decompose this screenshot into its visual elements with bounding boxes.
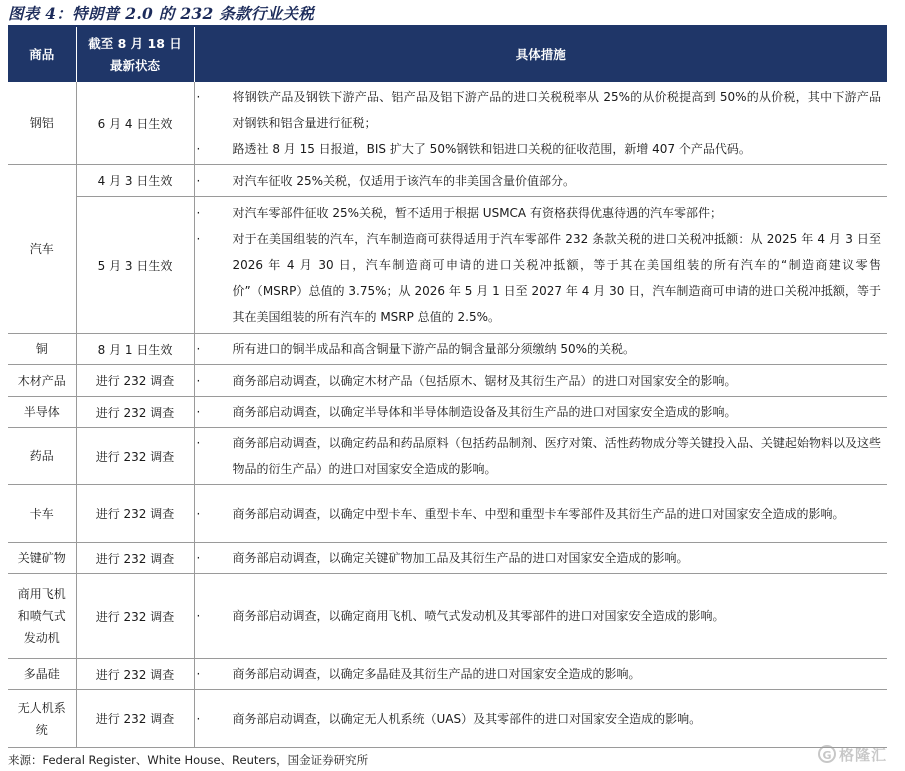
table-row xyxy=(8,82,887,165)
row-product: 商用飞机 和喷气式 发动机 xyxy=(8,574,76,659)
row-product: 汽车 xyxy=(8,165,76,334)
row-product: 药品 xyxy=(8,428,76,485)
row-product: 卡车 xyxy=(8,485,76,543)
row-product: 多晶硅 xyxy=(8,659,76,690)
row-product: 木材产品 xyxy=(8,365,76,397)
table-row xyxy=(8,334,887,365)
row-measures xyxy=(194,397,887,428)
row-product: 半导体 xyxy=(8,397,76,428)
row-status: 进行 232 调查 xyxy=(76,428,194,485)
figure-title: 图表 4：特朗普 2.0 的 232 条款行业关税 xyxy=(8,4,315,23)
table-row xyxy=(8,165,887,197)
row-status: 进行 232 调查 xyxy=(76,574,194,659)
row-measures xyxy=(194,334,887,365)
bullet-icon: · xyxy=(196,206,201,220)
table-row xyxy=(8,659,887,690)
measure-text: 商务部启动调查，以确定多晶硅及其衍生产品的进口对国家安全造成的影响。 xyxy=(232,667,641,681)
row-measures xyxy=(194,428,887,485)
row-status: 8 月 1 日生效 xyxy=(76,334,194,365)
measure-text: 商务部启动调查，以确定木材产品（包括原木、锯材及其衍生产品）的进口对国家安全的影响。 xyxy=(232,373,737,388)
measure-text: 商务部启动调查，以确定商用飞机、喷气式发动机及其零部件的进口对国家安全造成的影响。 xyxy=(232,609,725,623)
row-measures xyxy=(194,365,887,397)
bullet-icon: · xyxy=(196,173,201,188)
measure-text: 将钢铁产品及钢铁下游产品、铝产品及铝下游产品的进口关税税率从 25%的从价税提高到 50%的从价税，其中下游产品对钢铁和铝含量进行征税； xyxy=(232,90,881,130)
row-status: 5 月 3 日生效 xyxy=(76,197,194,334)
row-product: 铜 xyxy=(8,334,76,365)
bullet-icon: · xyxy=(196,711,201,726)
row-status: 进行 232 调查 xyxy=(76,397,194,428)
bullet-icon: · xyxy=(196,405,201,419)
row-measures xyxy=(194,659,887,690)
row-status: 进行 232 调查 xyxy=(76,365,194,397)
bullet-icon: · xyxy=(196,667,201,681)
watermark-logo-icon: G xyxy=(818,745,836,763)
bullet-icon: · xyxy=(196,436,201,450)
header-status: 截至 8 月 18 日 最新状态 xyxy=(76,27,194,82)
watermark xyxy=(818,742,898,766)
row-product: 钢铝 xyxy=(8,82,76,165)
bullet-icon: · xyxy=(196,373,201,388)
measure-text: 商务部启动调查，以确定中型卡车、重型卡车、中型和重型卡车零部件及其衍生产品的进口对国家安全造成的影响。 xyxy=(232,506,845,521)
row-measures xyxy=(194,690,887,748)
bullet-icon: · xyxy=(196,551,201,565)
row-product: 无人机系 统 xyxy=(8,690,76,748)
row-status: 4 月 3 日生效 xyxy=(76,165,194,197)
header-product: 商品 xyxy=(8,27,76,82)
row-status: 6 月 4 日生效 xyxy=(76,82,194,165)
bullet-icon: · xyxy=(196,90,201,104)
bullet-icon: · xyxy=(196,342,201,356)
row-measures xyxy=(194,82,887,165)
bullet-icon: · xyxy=(196,506,201,521)
bullet-icon: · xyxy=(196,232,201,246)
measure-text: 对汽车征收 25%关税，仅适用于该汽车的非美国含量价值部分。 xyxy=(232,173,575,188)
row-measures xyxy=(194,165,887,197)
row-product: 关键矿物 xyxy=(8,543,76,574)
header-measures: 具体措施 xyxy=(194,27,887,82)
measure-text: 对汽车零部件征收 25%关税，暂不适用于根据 USMCA 有资格获得优惠待遇的汽车零部件； xyxy=(232,206,722,220)
measure-text: 对于在美国组装的汽车，汽车制造商可获得适用于汽车零部件 232 条款关税的进口关税冲抵额：从 2025 年 4 月 3 日至 2026 年 4 月 30 日，汽车制造商可申请的进口关税冲抵额，等于其在美国组装的所有汽车的“制造商建议零售价”（MSRP）总值的 3.75%；从 2026 年 5 月 1 日至 2027 年 4 月 30 日，汽车制造商可申请的进口关税冲抵额，等于其在美国组装的所有汽车的 MSRP 总值的 2.5%。 xyxy=(232,232,881,324)
measure-text: 所有进口的铜半成品和高含铜量下游产品的铜含量部分须缴纳 50%的关税。 xyxy=(232,342,635,356)
tariff-table xyxy=(8,27,887,748)
row-status: 进行 232 调查 xyxy=(76,485,194,543)
table-row xyxy=(8,428,887,485)
measure-text: 商务部启动调查，以确定药品和药品原料（包括药品制剂、医疗对策、活性药物成分等关键投入品、关键起始物料以及这些物品的衍生产品）的进口对国家安全造成的影响。 xyxy=(232,436,881,476)
row-measures xyxy=(194,485,887,543)
source-note: 来源：Federal Register、White House、Reuters，国金证券研究所 xyxy=(8,753,369,767)
measure-text: 商务部启动调查，以确定关键矿物加工品及其衍生产品的进口对国家安全造成的影响。 xyxy=(232,551,689,565)
watermark-text: 格隆汇 xyxy=(839,745,888,764)
row-measures xyxy=(194,543,887,574)
table-row xyxy=(8,197,887,334)
table-row xyxy=(8,397,887,428)
table-row xyxy=(8,574,887,659)
table-row xyxy=(8,543,887,574)
table-row xyxy=(8,690,887,748)
bullet-icon: · xyxy=(196,609,201,623)
row-status: 进行 232 调查 xyxy=(76,659,194,690)
table-row xyxy=(8,365,887,397)
row-measures xyxy=(194,574,887,659)
table-header-row xyxy=(8,27,887,82)
table-row xyxy=(8,485,887,543)
measure-text: 路透社 8 月 15 日报道，BIS 扩大了 50%钢铁和铝进口关税的征收范围，新增 407 个产品代码。 xyxy=(232,142,751,156)
measure-text: 商务部启动调查，以确定半导体和半导体制造设备及其衍生产品的进口对国家安全造成的影响。 xyxy=(232,405,737,419)
row-status: 进行 232 调查 xyxy=(76,543,194,574)
row-measures xyxy=(194,197,887,334)
measure-text: 商务部启动调查，以确定无人机系统（UAS）及其零部件的进口对国家安全造成的影响。 xyxy=(232,711,702,726)
bullet-icon: · xyxy=(196,142,201,156)
row-status: 进行 232 调查 xyxy=(76,690,194,748)
